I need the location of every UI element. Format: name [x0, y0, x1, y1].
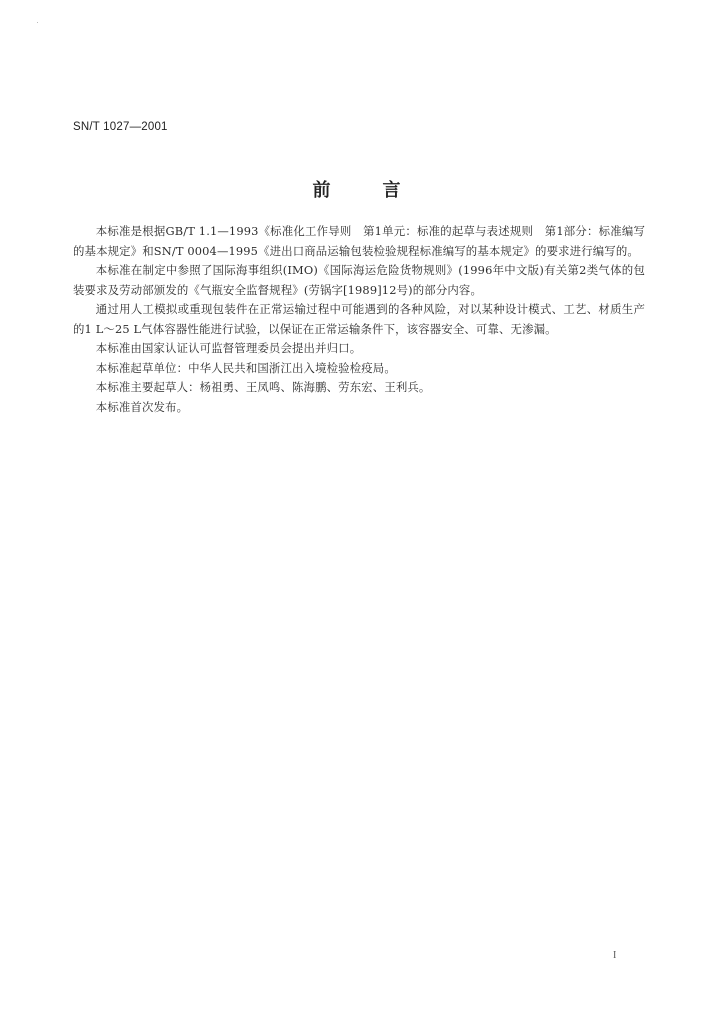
- paragraph-drafters: 本标准主要起草人：杨祖勇、王凤鸣、陈海鹏、劳东宏、王利兵。: [95, 380, 431, 394]
- standard-code-header: SN/T 1027—2001: [73, 121, 168, 133]
- page-title: 前言: [312, 180, 453, 201]
- foreword-body: [73, 222, 645, 417]
- scan-speck: [37, 22, 38, 23]
- page-number: I: [613, 950, 617, 961]
- paragraph-purpose: 通过用人工模拟或重现包装件在正常运输过程中可能遇到的各种风险，对以某种设计模式、工艺、材质生产的1 L～25 L气体容器性能进行试验，以保证在正常运输条件下，该容器安全、可靠、无渗漏。: [73, 302, 645, 336]
- paragraph-references: 本标准在制定中参照了国际海事组织(IMO)《国际海运危险货物规则》(1996年中文版)有关第2类气体的包装要求及劳动部颁发的《气瓶安全监督规程》(劳锅字[1989]12号)的部分内容。: [73, 263, 645, 297]
- paragraph-proposer: 本标准由国家认证认可监督管理委员会提出并归口。: [95, 341, 362, 355]
- paragraph-drafting-unit: 本标准起草单位：中华人民共和国浙江出入境检验检疫局。: [95, 360, 396, 375]
- paragraph-first-release: 本标准首次发布。: [95, 399, 189, 414]
- paragraph-basis: 本标准是根据GB/T 1.1—1993《标准化工作导则 第1单元：标准的起草与表述规则 第1部分：标准编写的基本规定》和SN/T 0004—1995《进出口商品运输包装检验规程标准编写的基本规定》的要求进行编写的。: [73, 224, 645, 258]
